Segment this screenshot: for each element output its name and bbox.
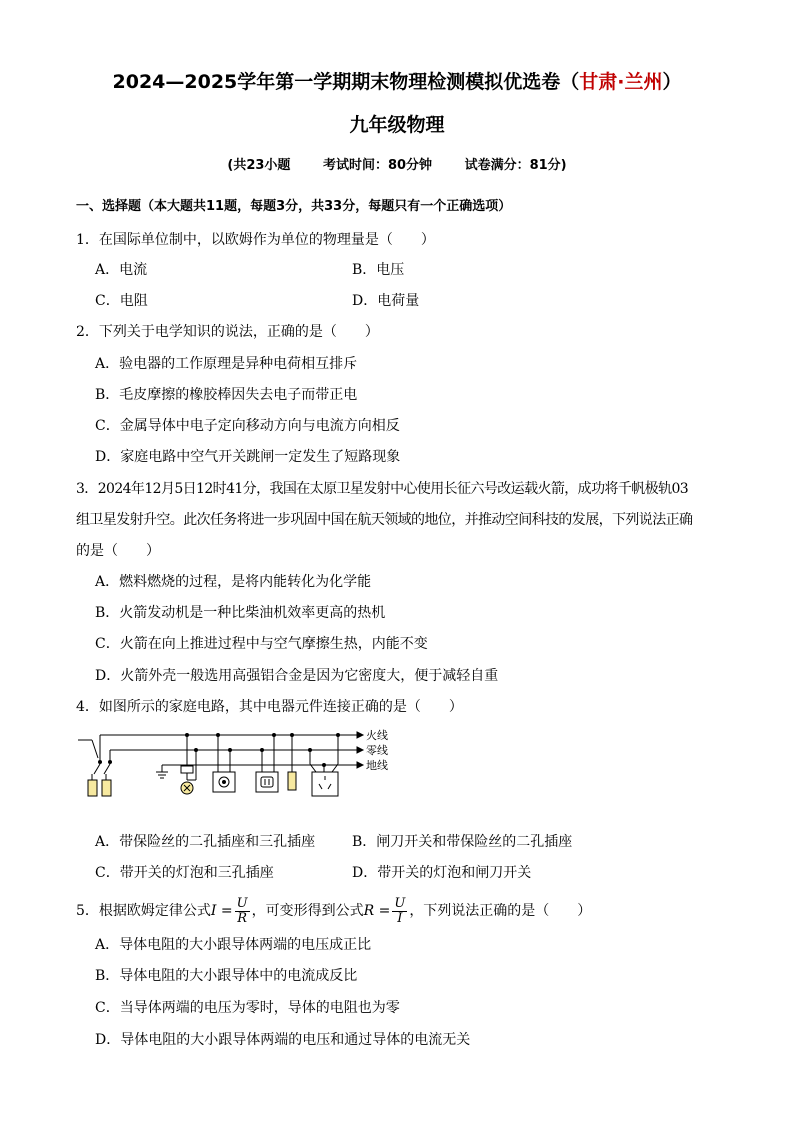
q4-option-d: D．带开关的灯泡和闸刀开关 [352,865,532,881]
socket-fuse [288,772,296,790]
q2-option-c: C．金属导体中电子定向移动方向与电流方向相反 [95,418,400,434]
q1-option-b: B．电压 [352,262,405,278]
q3-option-c: C．火箭在向上推进过程中与空气摩擦生热，内能不变 [95,636,428,652]
fuse-right [102,780,111,796]
question-count: (共23小题 [227,158,291,173]
three-hole-socket [312,772,338,796]
q1-option-d: D．电荷量 [352,293,420,309]
q5-option-c: C．当导体两端的电压为零时，导体的电阻也为零 [95,1000,400,1016]
q2-option-a: A．验电器的工作原理是异种电荷相互排斥 [95,356,358,372]
household-circuit-diagram [74,728,404,810]
lamp-switch [181,766,193,773]
section-heading: 一、选择题（本大题共11题，每题3分，共33分，每题只有一个正确选项） [76,199,512,214]
question-3-line-1: 3．2024年12月5日12时41分，我国在太原卫星发射中心使用长征六号改运载火箭，成功将千帆极轨03 [76,481,689,497]
q4-option-a: A．带保险丝的二孔插座和三孔插座 [95,834,316,850]
q5-option-a: A．导体电阻的大小跟导体两端的电压成正比 [95,937,372,953]
q5-option-b: B．导体电阻的大小跟导体中的电流成反比 [95,968,358,984]
q2-option-d: D．家庭电路中空气开关跳闸一定发生了短路现象 [95,449,401,465]
q3-option-d: D．火箭外壳一般选用高强铝合金是因为它密度大，便于减轻自重 [95,668,499,684]
question-4-stem: 4．如图所示的家庭电路，其中电器元件连接正确的是（ ） [76,699,463,715]
resistance-fraction: $\frac{U}{I}$ [394,895,406,926]
two-hole-socket-2 [256,772,278,792]
q4-option-b: B．闸刀开关和带保险丝的二孔插座 [352,834,573,850]
title-region: 甘肃·兰州 [579,71,663,93]
label-fire-line: 火线 [366,729,388,742]
q3-option-b: B．火箭发动机是一种比柴油机效率更高的热机 [95,605,386,621]
q2-option-b: B．毛皮摩擦的橡胶棒因失去电子而带正电 [95,387,358,403]
exam-time: 考试时间：80分钟 [322,158,433,173]
exam-info [0,154,794,173]
q5-option-d: D．导体电阻的大小跟导体两端的电压和通过导体的电流无关 [95,1032,471,1048]
question-3-line-3: 的是（ ） [76,543,160,559]
question-1-stem: 1．在国际单位制中，以欧姆作为单位的物理量是（ ） [76,232,435,248]
page-subtitle: 九年级物理 [349,114,445,136]
q1-option-c: C．电阻 [95,293,148,309]
zero-arrow [357,747,363,753]
question-3-line-2: 组卫星发射升空。此次任务将进一步巩固中国在航天领域的地位，并推动空间科技的发展，下列说法正确 [76,512,693,528]
fire-arrow [357,732,363,738]
page-title: 2024—2025学年第一学期期末物理检测模拟优选卷（甘肃·兰州） [112,71,682,93]
label-ground-line: 地线 [366,759,388,772]
label-zero-line: 零线 [366,744,388,757]
ground-arrow [357,762,363,768]
full-score: 试卷满分：81分) [464,158,567,173]
fuse-left [88,780,97,796]
question-2-stem: 2．下列关于电学知识的说法，正确的是（ ） [76,324,379,340]
q1-option-a: A．电流 [95,262,148,278]
question-5-stem: 5．根据欧姆定律公式I = $\frac{U}{R}$ ，可变形得到公式R = $\frac{U}{I}$ ，下列说法正确的是（ ） [76,895,592,926]
q4-option-c: C．带开关的灯泡和三孔插座 [95,865,274,881]
q3-option-a: A．燃料燃烧的过程，是将内能转化为化学能 [95,574,372,590]
ohm-law-fraction: $\frac{U}{R}$ [236,895,248,926]
